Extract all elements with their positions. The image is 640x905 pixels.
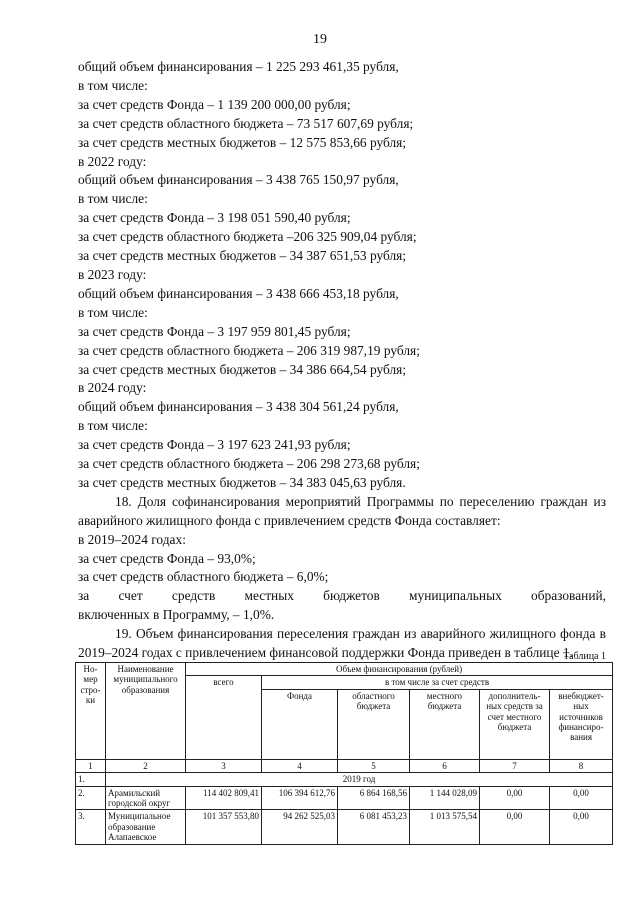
- column-number-row: [76, 759, 613, 772]
- municipality-name: Арамильский городской округ: [106, 786, 186, 810]
- header-municipality: Наименование муниципального образования: [106, 663, 186, 760]
- regional-value: 6 081 453,23: [338, 810, 410, 844]
- column-number: 1: [76, 759, 106, 772]
- extra-value: 0,00: [480, 810, 550, 844]
- column-number: 4: [262, 759, 338, 772]
- header-funding-volume: Объем финансирования (рублей): [186, 663, 613, 676]
- text-line: за счет средств областного бюджета – 73 517 607,69 рубля;: [78, 115, 414, 131]
- text-line: в том числе:: [78, 191, 148, 207]
- total-value: 101 357 553,80: [186, 810, 262, 844]
- header-off-budget: внебюджет-ных источников финансиро-вания: [550, 689, 613, 759]
- table-caption: Таблица 1: [563, 651, 606, 662]
- page-number: 19: [313, 32, 327, 47]
- text-line: в 2023 году:: [78, 266, 147, 282]
- text-line: за счет средств областного бюджета – 206 319 987,19 рубля;: [78, 342, 420, 358]
- column-number: 8: [550, 759, 613, 772]
- year-label: 2019 год: [106, 773, 613, 786]
- table-row: [76, 786, 613, 810]
- municipality-name: Муниципальное образование Алапаевское: [106, 810, 186, 844]
- header-including: в том числе за счет средств: [262, 676, 613, 689]
- text-line: за счет средств местных бюджетов – 34 387 651,53 рубля;: [78, 248, 407, 264]
- text-line: за счет средств местных бюджетов – 34 386 664,54 рубля;: [78, 361, 407, 377]
- financing-table: [75, 662, 613, 845]
- text-line: в 2019–2024 годах:: [78, 531, 186, 547]
- text-line: включенных в Программу, – 1,0%.: [78, 607, 275, 623]
- offbudget-value: 0,00: [550, 810, 613, 844]
- text-line: в том числе:: [78, 304, 148, 320]
- text-line: общий объем финансирования – 3 438 304 561,24 рубля,: [78, 399, 399, 415]
- column-number: 7: [480, 759, 550, 772]
- text-line: в том числе:: [78, 418, 148, 434]
- header-local-budget: местного бюджета: [410, 689, 480, 759]
- regional-value: 6 864 168,56: [338, 786, 410, 810]
- text-line: за счет средств Фонда – 3 197 959 801,45 рубля;: [78, 323, 351, 339]
- paragraph-18: 18. Доля софинансирования мероприятий Программы по переселению граждан из аварийного жилищного фонда с привлечением средств Фонда составляет:: [78, 493, 606, 528]
- paragraph-19: 19. Объем финансирования переселения граждан из аварийного жилищного фонда в 2019–2024 годах с привлечением финансовой поддержки Фонда приведен в таблице 1.: [78, 626, 606, 661]
- extra-value: 0,00: [480, 786, 550, 810]
- text-line: за счет средств областного бюджета – 6,0%;: [78, 569, 329, 585]
- header-fund: Фонда: [262, 689, 338, 759]
- text-line: за счет средств местных бюджетов – 12 575 853,66 рубля;: [78, 134, 407, 150]
- header-total: всего: [186, 676, 262, 759]
- text-line: за счет средств Фонда – 3 198 051 590,40 рубля;: [78, 210, 351, 226]
- text-line: общий объем финансирования – 1 225 293 461,35 рубля,: [78, 59, 399, 74]
- local-value: 1 144 028,09: [410, 786, 480, 810]
- body-text: [78, 58, 606, 663]
- total-value: 114 402 809,41: [186, 786, 262, 810]
- header-extra-local: дополнитель-ных средств за счет местного бюджета: [480, 689, 550, 759]
- text-line: общий объем финансирования – 3 438 765 150,97 рубля,: [78, 172, 399, 188]
- header-regional-budget: областного бюджета: [338, 689, 410, 759]
- text-line: общий объем финансирования – 3 438 666 453,18 рубля,: [78, 285, 399, 301]
- local-value: 1 013 575,54: [410, 810, 480, 844]
- column-number: 5: [338, 759, 410, 772]
- row-number: 1.: [76, 773, 106, 786]
- text-line: за счет средств местных бюджетов – 34 383 045,63 рубля.: [78, 474, 406, 490]
- year-row: [76, 773, 613, 786]
- column-number: 2: [106, 759, 186, 772]
- text-line: в 2022 году:: [78, 153, 147, 169]
- fund-value: 106 394 612,76: [262, 786, 338, 810]
- row-number: 2.: [76, 786, 106, 810]
- row-number: 3.: [76, 810, 106, 844]
- header-row-number: Но-мер стро-ки: [76, 663, 106, 760]
- text-line: за счет средств Фонда – 1 139 200 000,00 рубля;: [78, 96, 351, 112]
- text-line: за счет средств Фонда – 93,0%;: [78, 550, 256, 566]
- text-line: за счет средств областного бюджета –206 325 909,04 рубля;: [78, 229, 417, 245]
- column-number: 3: [186, 759, 262, 772]
- offbudget-value: 0,00: [550, 786, 613, 810]
- text-line: за счет средств Фонда – 3 197 623 241,93 рубля;: [78, 437, 351, 453]
- text-line: за счет средств местных бюджетов муниципальных образований,: [78, 588, 606, 604]
- text-line: за счет средств областного бюджета – 206 298 273,68 рубля;: [78, 456, 420, 472]
- text-line: в том числе:: [78, 77, 148, 93]
- text-line: в 2024 году:: [78, 380, 147, 396]
- fund-value: 94 262 525,03: [262, 810, 338, 844]
- table-row: [76, 810, 613, 844]
- column-number: 6: [410, 759, 480, 772]
